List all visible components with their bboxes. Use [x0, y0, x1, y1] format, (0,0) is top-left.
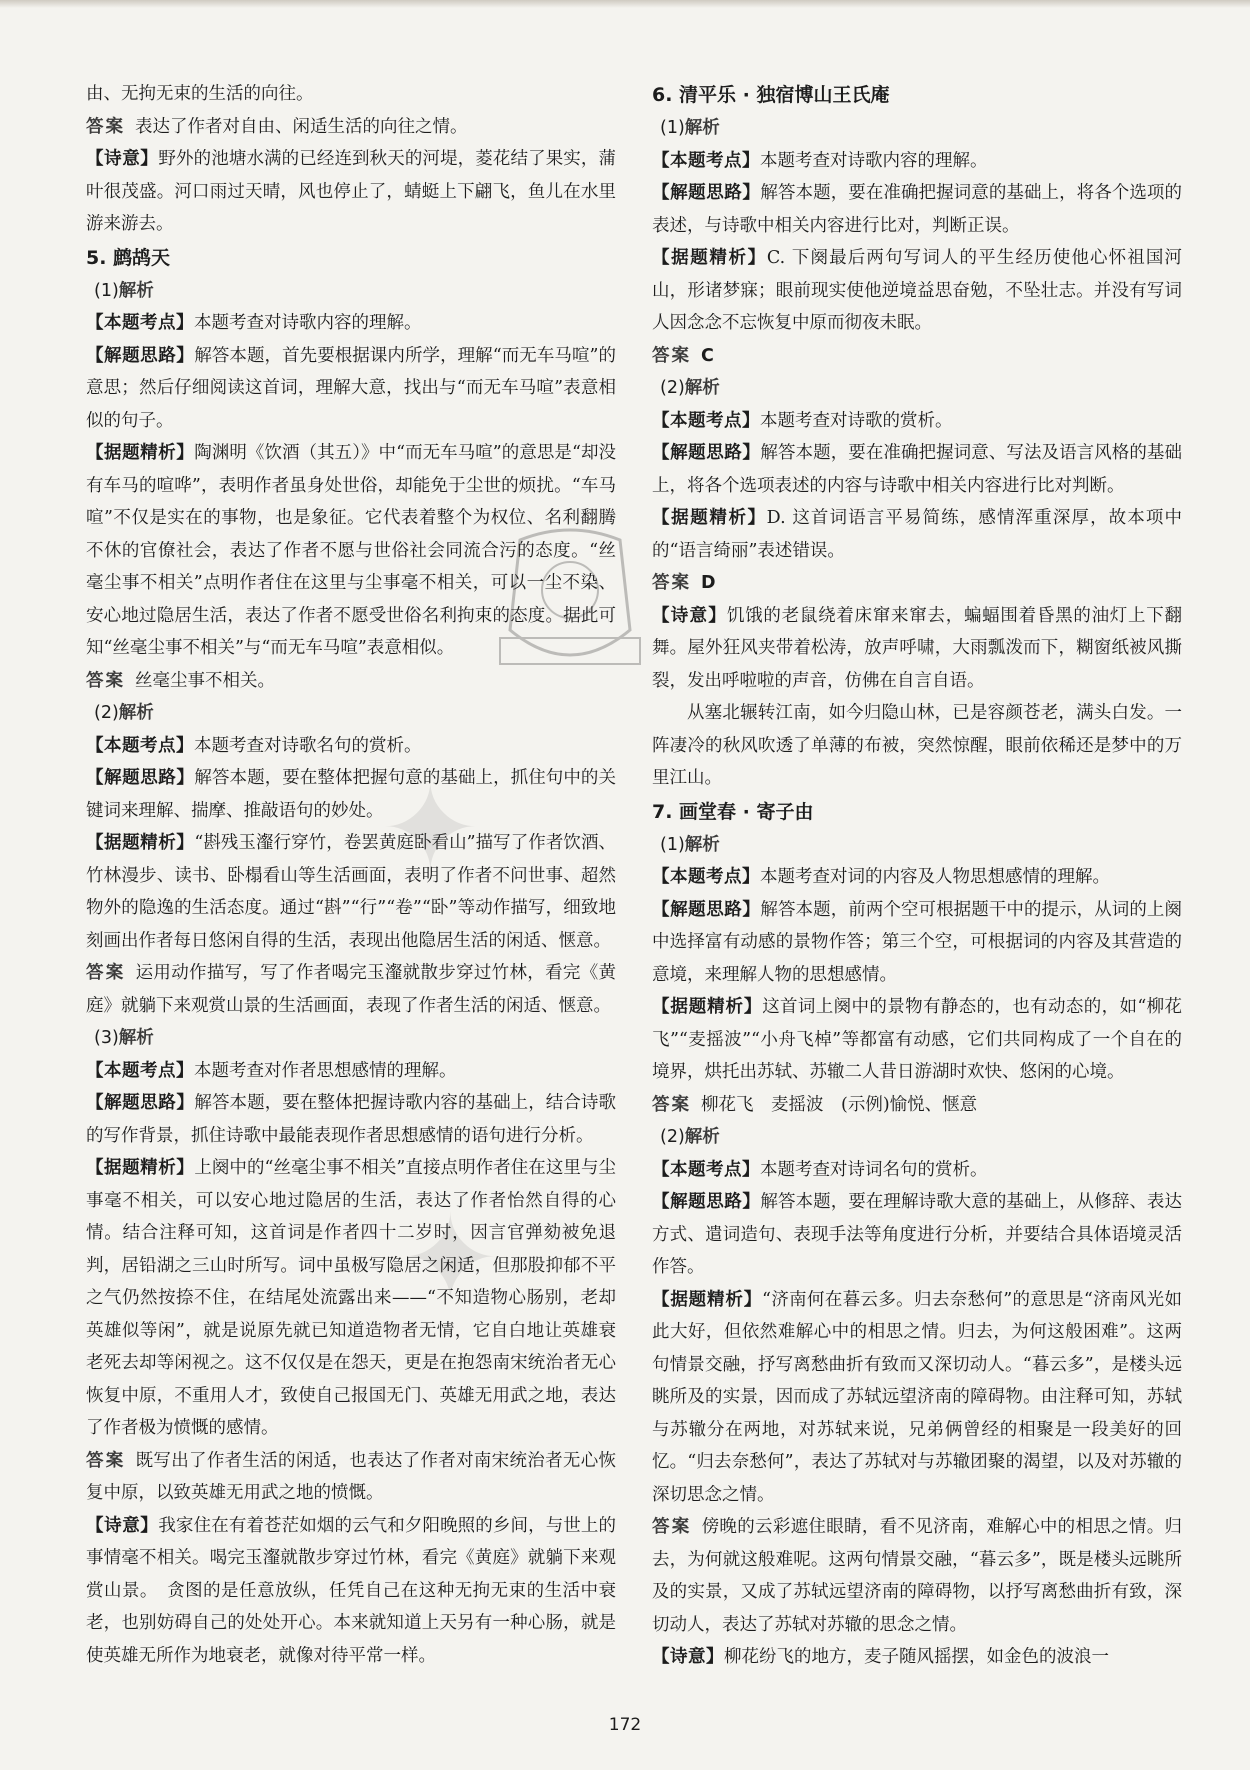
- sub-question-number: (1): [660, 834, 685, 855]
- sub-question: [652, 372, 1182, 405]
- paragraph-tag: 【本题考点】: [652, 1159, 760, 1180]
- answer-text: 柳花飞 麦摇波 (示例)愉悦、惬意: [701, 1094, 978, 1115]
- paragraph-text: 野外的池塘水满的已经连到秋天的河堤，菱花结了果实，蒲叶很茂盛。河口雨过天晴，风也停止了，蜻蜓上下翩飞，鱼儿在水里游来游去。: [86, 149, 617, 234]
- paragraph-tag: 【解题思路】: [86, 1093, 195, 1113]
- analysis-paragraph: [86, 437, 616, 665]
- answer-label: 答案: [86, 670, 125, 691]
- analysis-paragraph: [86, 143, 616, 241]
- sub-question-label: 解析: [118, 703, 154, 723]
- paragraph-tag: 【解题思路】: [652, 899, 761, 920]
- answer-text: 表达了作者对自由、闲适生活的向往之情。: [135, 116, 468, 137]
- paragraph-tag: 【本题考点】: [652, 867, 760, 887]
- sub-question: [652, 829, 1182, 862]
- paragraph-text: 本题考查对诗词名句的赏析。: [760, 1159, 988, 1180]
- paragraph-tag: 【解题思路】: [652, 443, 761, 463]
- answer-line: [86, 957, 616, 1022]
- analysis-paragraph: [652, 991, 1182, 1089]
- analysis-paragraph: [86, 1510, 616, 1673]
- paragraph-tag: 【据题精析】: [652, 1289, 763, 1310]
- paragraph-tag: 【解题思路】: [652, 1192, 761, 1212]
- analysis-paragraph: [86, 762, 616, 827]
- answer-line: [652, 567, 1182, 600]
- answer-line: [86, 111, 616, 144]
- analysis-paragraph: [86, 307, 616, 340]
- sub-question-number: (1): [94, 280, 119, 301]
- paragraph-tag: 【解题思路】: [652, 183, 761, 203]
- answer-label: 答案: [86, 1450, 126, 1471]
- answer-line: [652, 1511, 1182, 1641]
- paragraph-text: “斟残玉瀣行穿竹，卷罢黄庭卧看山”描写了作者饮酒、竹林漫步、读书、卧榻看山等生活画面，表明了作者不问世事、超然物外的隐逸的生活态度。通过“斟”“行”“卷”“卧”等动作描写，细致地刻画出作者每日悠闲自得的生活，表现出他隐居生活的闲适、惬意。: [86, 833, 616, 951]
- page-edge: [0, 0, 1250, 8]
- analysis-paragraph: [86, 340, 616, 438]
- sub-question-number: (3): [94, 1028, 119, 1048]
- answer-text: 既写出了作者生活的闲适，也表达了作者对南宋统治者无心恢复中原，以致英雄无用武之地的愤慨。: [86, 1450, 617, 1503]
- answer-line: [86, 1445, 616, 1510]
- paragraph-tag: 【本题考点】: [86, 735, 194, 756]
- paragraph-tag: 【本题考点】: [652, 150, 760, 171]
- paragraph-tag: 【诗意】: [652, 1647, 724, 1667]
- paragraph-text: 解答本题，要在准确把握词意、写法及语言风格的基础上，将各个选项表述的内容与诗歌中相关内容进行比对判断。: [652, 443, 1183, 496]
- paragraph-tag: 【诗意】: [86, 149, 159, 169]
- answer-line: [86, 665, 616, 698]
- text-paragraph: 由、无拘无束的生活的向往。: [86, 84, 314, 104]
- analysis-paragraph: [652, 437, 1182, 502]
- sub-question-number: (2): [660, 378, 685, 398]
- paragraph-text: “济南何在暮云多。归去奈愁何”的意思是“济南风光如此大好，但依然难解心中的相思之情。归去，为何这般困难”。这两句情景交融，抒写离愁曲折有致而又深切动人。“暮云多”，是楼头远眺所及的实景，因而成了苏轼远望济南的障碍物。由注释可知，苏轼与苏辙分在两地，对苏轼来说，兄弟俩曾经的相聚是一段美好的回忆。“归去奈愁何”，表达了苏轼对与苏辙团聚的渴望，以及对苏辙的深切思念之情。: [652, 1289, 1182, 1505]
- sub-question: [86, 697, 616, 730]
- answer-label: 答案: [652, 1517, 692, 1537]
- paragraph-text: 陶渊明《饮酒（其五）》中“而无车马喧”的意思是“却没有车马的喧哗”，表明作者虽身处世俗，却能免于尘世的烦扰。“车马喧”不仅是实在的事物，也是象征。它代表着整个为权位、名利翻腾不休的官僚社会，表达了作者不愿与世俗社会同流合污的态度。“丝毫尘事不相关”点明作者住在这里与尘事毫不相关，可以一尘不染、安心地过隐居生活，表达了作者不愿受世俗名利拘束的态度。据此可知“丝毫尘事不相关”与“而无车马喧”表意相似。: [86, 443, 617, 658]
- answer-line: [652, 340, 1182, 373]
- paragraph-text: 饥饿的老鼠绕着床窜来窜去，蝙蝠围着昏黑的油灯上下翻舞。屋外狂风夹带着松涛，放声呼啸，大雨瓢泼而下，糊窗纸被风撕裂，发出呼啦啦的声音，仿佛在自言自语。: [652, 605, 1183, 691]
- section-heading: 5. 鹧鸪天: [86, 246, 171, 269]
- paragraph-tag: 【本题考点】: [652, 410, 760, 431]
- paragraph-text: 本题考查对词的内容及人物思想感情的理解。: [760, 867, 1110, 887]
- paragraph-tag: 【据题精析】: [86, 833, 195, 853]
- sub-question: [86, 275, 616, 308]
- sub-question-label: 解析: [684, 378, 720, 398]
- analysis-paragraph: [86, 1087, 616, 1152]
- answer-label: 答案: [652, 1094, 691, 1115]
- analysis-paragraph: [652, 145, 1182, 178]
- section-heading: 6. 清平乐 · 独宿博山王氏庵: [652, 84, 890, 106]
- paragraph-text: 解答本题，要在整体把握诗歌内容的基础上，结合诗歌的写作背景，抓住诗歌中最能表现作者思想感情的语句进行分析。: [86, 1093, 617, 1146]
- analysis-paragraph: [86, 1055, 616, 1088]
- sub-question: [652, 112, 1182, 145]
- analysis-paragraph: [86, 1152, 616, 1445]
- analysis-paragraph: [86, 827, 616, 957]
- paragraph-text: C. 下阕最后两句写词人的平生经历使他心怀祖国河山，形诸梦寐；眼前现实使他逆境益思奋勉，不坠壮志。并没有写词人因念念不忘恢复中原而彻夜未眠。: [652, 248, 1183, 333]
- paragraph-text: 柳花纷飞的地方，麦子随风摇摆，如金色的波浪一: [724, 1647, 1109, 1667]
- left-column: [86, 78, 616, 1672]
- poem-paragraph: 从塞北辗转江南，如今归隐山林，已是容颜苍老，满头白发。一阵凄冷的秋风吹透了单薄的布被，突然惊醒，眼前依稀还是梦中的万里江山。: [652, 703, 1182, 788]
- sub-question: [86, 1022, 616, 1055]
- sub-question-label: 解析: [118, 280, 154, 301]
- answer-label: 答案: [86, 116, 125, 137]
- paragraph-text: 解答本题，要在理解诗歌大意的基础上，从修辞、表达方式、遣词造句、表现手法等角度进行分析，并要结合具体语境灵活作答。: [652, 1192, 1183, 1277]
- paragraph-text: 解答本题，首先要根据课内所学，理解“而无车马喧”的意思；然后仔细阅读这首词，理解大意，找出与“而无车马喧”表意相似的句子。: [86, 345, 616, 431]
- page-number: 172: [608, 1715, 642, 1735]
- paragraph-tag: 【本题考点】: [86, 313, 194, 333]
- answer-line: [652, 1089, 1182, 1122]
- analysis-paragraph: [652, 1641, 1182, 1674]
- paragraph-tag: 【本题考点】: [86, 1060, 194, 1081]
- paragraph-tag: 【据题精析】: [86, 443, 195, 463]
- paragraph-tag: 【解题思路】: [86, 345, 195, 366]
- sub-question-number: (1): [660, 118, 685, 138]
- paragraph-text: 上阕中的“丝毫尘事不相关”直接点明作者住在这里与尘事毫不相关，可以安心地过隐居的生活，表达了作者怡然自得的心情。结合注释可知，这首词是作者四十二岁时，因言官弹劾被免退判，居铅湖之三山时所写。词中虽极写隐居之闲适，但那股抑郁不平之气仍然按捺不住，在结尾处流露出来——“不知造物心肠别，老却英雄似等闲”，就是说原先就已知道造物者无情，它自白地让英雄衰老死去却等闲视之。这不仅仅是在怨天，更是在抱怨南宋统治者无心恢复中原，不重用人才，致使自己报国无门、英雄无用武之地，表达了作者极为愤慨的感情。: [86, 1158, 616, 1438]
- analysis-paragraph: [652, 894, 1182, 992]
- paragraph-text: 本题考查对作者思想感情的理解。: [194, 1060, 457, 1081]
- analysis-paragraph: [652, 1154, 1182, 1187]
- paragraph-text: D. 这首词语言平易简练，感情浑重深厚，故本项中的“语言绮丽”表述错误。: [652, 508, 1183, 561]
- answer-text: 运用动作描写，写了作者喝完玉瀣就散步穿过竹林，看完《黄庭》就躺下来观赏山景的生活画面，表现了作者生活的闲适、惬意。: [86, 963, 617, 1016]
- paragraph-text: 我家住在有着苍茫如烟的云气和夕阳晚照的乡间，与世上的事情毫不相关。喝完玉瀣就散步穿过竹林，看完《黄庭》就躺下来观赏山景。 贪图的是任意放纵，任凭自己在这种无拘无束的生活中衰老，也别妨碍自己的处处开心。本来就知道上天另有一种心肠，就是使英雄无所作为地衰老，就像对待平常一样。: [86, 1515, 617, 1666]
- paragraph-tag: 【据题精析】: [652, 248, 767, 268]
- sub-question: [652, 1121, 1182, 1154]
- sub-question-label: 解析: [684, 118, 720, 138]
- analysis-paragraph: [652, 177, 1182, 242]
- right-column: [652, 78, 1182, 1674]
- analysis-paragraph: [652, 405, 1182, 438]
- analysis-paragraph: [652, 861, 1182, 894]
- sub-question-label: 解析: [684, 834, 720, 855]
- paragraph-tag: 【诗意】: [86, 1515, 159, 1536]
- paragraph-tag: 【解题思路】: [86, 768, 195, 788]
- paragraph-text: 本题考查对诗歌内容的理解。: [760, 150, 988, 171]
- paragraph-text: 解答本题，要在准确把握词意的基础上，将各个选项的表述，与诗歌中相关内容进行比对，判断正误。: [652, 183, 1183, 236]
- paragraph-text: 这首词上阕中的景物有静态的，也有动态的，如“柳花飞”“麦摇波”“小舟飞棹”等都富有动感，它们共同构成了一个自在的境界，烘托出苏轼、苏辙二人昔日游湖时欢快、悠闲的心境。: [652, 997, 1182, 1082]
- paragraph-text: 本题考查对诗歌的赏析。: [760, 410, 953, 431]
- paragraph-text: 解答本题，要在整体把握句意的基础上，抓住句中的关键词来理解、揣摩、推敲语句的妙处。: [86, 768, 617, 821]
- paragraph-tag: 【据题精析】: [652, 997, 763, 1017]
- answer-text: 傍晚的云彩遮住眼睛，看不见济南，难解心中的相思之情。归去，为何就这般难呢。这两句情景交融，“暮云多”，既是楼头远眺所及的实景，又成了苏轼远望济南的障碍物，以抒写离愁曲折有致，深切动人，表达了苏轼对苏辙的思念之情。: [652, 1517, 1183, 1635]
- section-heading: 7. 画堂春 · 寄子由: [652, 800, 814, 823]
- analysis-paragraph: [86, 730, 616, 763]
- paragraph-text: 解答本题，前两个空可根据题干中的提示，从词的上阕中选择富有动感的景物作答；第三个空，可根据词的内容及其营造的意境，来理解人物的思想感情。: [652, 899, 1183, 985]
- paragraph-tag: 【诗意】: [652, 605, 727, 626]
- analysis-paragraph: [652, 1284, 1182, 1512]
- analysis-paragraph: [652, 242, 1182, 340]
- sub-question-number: (2): [94, 703, 119, 723]
- analysis-paragraph: [652, 502, 1182, 567]
- watermark: ✦: [380, 760, 481, 899]
- paragraph-tag: 【据题精析】: [86, 1158, 195, 1178]
- watermark: ✦: [400, 1190, 501, 1329]
- analysis-paragraph: [652, 600, 1182, 698]
- paragraph-text: 本题考查对诗歌内容的理解。: [194, 313, 422, 333]
- answer-label: 答案: [86, 963, 126, 983]
- paragraph-text: 本题考查对诗歌名句的赏析。: [194, 735, 422, 756]
- answer-text: C: [701, 345, 714, 366]
- answer-text: 丝毫尘事不相关。: [135, 670, 275, 691]
- sub-question-label: 解析: [118, 1028, 154, 1048]
- answer-label: 答案: [652, 573, 691, 593]
- answer-label: 答案: [652, 345, 691, 366]
- analysis-paragraph: [652, 1186, 1182, 1284]
- answer-text: D: [701, 573, 716, 593]
- sub-question-number: (2): [660, 1127, 685, 1147]
- sub-question-label: 解析: [684, 1127, 720, 1147]
- paragraph-tag: 【据题精析】: [652, 508, 767, 528]
